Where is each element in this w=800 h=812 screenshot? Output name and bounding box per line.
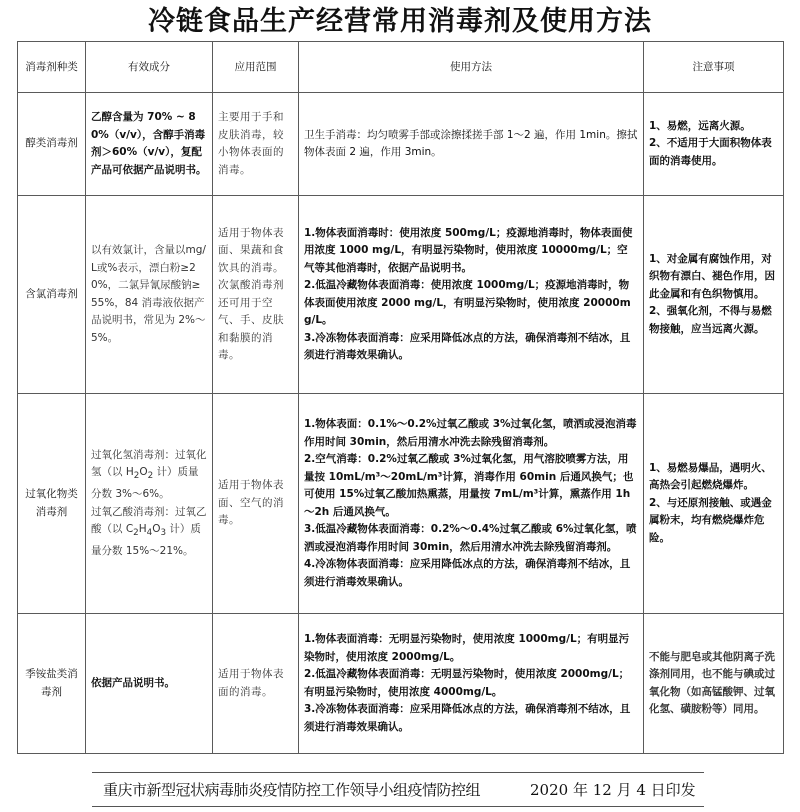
note-line: 1、对金属有腐蚀作用，对织物有漂白、褪色作用，因此金属和有色织物慎用。 — [649, 252, 775, 300]
category-cell: 季铵盐类消毒剂 — [18, 614, 86, 754]
scope-cell: 适用于物体表面、果蔬和食饮具的消毒。次氯酸消毒剂还可用于空气、手、皮肤和黏膜的消毒。 — [213, 196, 299, 394]
scope-cell: 适用于物体表面、空气的消毒。 — [213, 394, 299, 614]
footer — [103, 776, 723, 804]
ingredient-cell: 乙醇含量为 70% ~ 80%（v/v），含醇手消毒剂＞60%（v/v），复配产品可依据产品说明书。 — [86, 93, 213, 196]
header-notes: 注意事项 — [644, 42, 784, 93]
disinfectant-table — [17, 41, 784, 754]
category-cell: 醇类消毒剂 — [18, 93, 86, 196]
notes-cell — [644, 93, 784, 196]
table-header-row — [18, 42, 784, 93]
method-line: 3.冷冻物体表面消毒：应采用降低冰点的方法，确保消毒剂不结冰，且须进行消毒效果确认。 — [304, 703, 631, 733]
ingredient-text: 过氧化氢消毒剂：过氧化氢（以 H — [91, 448, 207, 479]
notes-cell — [644, 394, 784, 614]
notes-cell — [644, 196, 784, 394]
footer-rule-bottom — [92, 806, 704, 807]
note-line: 2、与还原剂接触、或遇金属粉末，均有燃烧爆炸危险。 — [649, 496, 772, 544]
ingredient-text: 计）质量分数 3%～6%。 — [91, 466, 199, 500]
scope-cell: 主要用于手和皮肤消毒，较小物体表面的消毒。 — [213, 93, 299, 196]
method-cell — [299, 614, 644, 754]
ingredient-text: O — [152, 523, 161, 535]
ingredient-text: 计）质量分数 15%～21%。 — [91, 523, 201, 557]
method-line: 1.物体表面消毒：无明显污染物时，使用浓度 1000mg/L；有明显污染物时，使用浓度 2000mg/L。 — [304, 633, 630, 663]
ingredient-subscript: 3 — [160, 528, 167, 539]
method-line: 卫生手消毒：均匀喷雾手部或涂擦揉搓手部 1～2 遍，作用 1min。擦拭物体表面 2 遍，作用 3min。 — [304, 128, 638, 158]
method-line: 2.低温冷藏物体表面消毒：无明显污染物时，使用浓度 2000mg/L；有明显污染物时，使用浓度 4000mg/L。 — [304, 668, 630, 698]
ingredient-subscript: 2 — [133, 471, 140, 482]
method-cell — [299, 196, 644, 394]
method-line: 1.物体表面消毒时：使用浓度 500mg/L；疫源地消毒时，物体表面使用浓度 1000 mg/L，有明显污染物时，使用浓度 10000mg/L；空气等其他消毒时，依据产品说明书。 — [304, 226, 633, 274]
ingredient-text: H — [138, 523, 147, 535]
ingredient-cell: 以有效氯计，含量以mg/L或%表示，漂白粉≥20%，二氯异氰尿酸钠≥55%，84 消毒液依据产品说明书，常见为 2%～5%。 — [86, 196, 213, 394]
ingredient-subscript: 2 — [147, 471, 154, 482]
note-line: 不能与肥皂或其他阴离子洗涤剂同用，也不能与碘或过氧化物（如高锰酸钾、过氧化氢、磺胺粉等）同用。 — [649, 650, 775, 715]
ingredient-cell — [86, 394, 213, 614]
method-cell — [299, 93, 644, 196]
method-line: 3.冷冻物体表面消毒：应采用降低冰点的方法，确保消毒剂不结冰，且须进行消毒效果确认。 — [304, 331, 631, 361]
table-row — [18, 196, 784, 394]
method-line: 3.低温冷藏物体表面消毒：0.2%～0.4%过氧乙酸或 6%过氧化氢，喷洒或浸泡消毒作用时间 30min，然后用清水冲洗去除残留消毒剂。 — [304, 523, 637, 553]
header-category: 消毒剂种类 — [18, 42, 86, 93]
ingredient-subscript: 2 — [133, 528, 139, 539]
note-line: 1、易燃，远离火源。 — [649, 119, 751, 132]
scope-cell: 适用于物体表面的消毒。 — [213, 614, 299, 754]
method-line: 4.冷冻物体表面消毒：应采用降低冰点的方法，确保消毒剂不结冰，且须进行消毒效果确认。 — [304, 558, 631, 588]
note-line: 1、易燃易爆品，遇明火、高热会引起燃烧爆炸。 — [649, 461, 772, 492]
page-title: 冷链食品生产经营常用消毒剂及使用方法 — [148, 6, 652, 37]
category-cell: 含氯消毒剂 — [18, 196, 86, 394]
issue-date: 2020 年 12 月 4 日印发 — [530, 781, 696, 799]
note-line: 2、强氧化剂，不得与易燃物接触，应当远离火源。 — [649, 305, 772, 335]
table-row — [18, 93, 784, 196]
ingredient-cell: 依据产品说明书。 — [86, 614, 213, 754]
header-scope: 应用范围 — [213, 42, 299, 93]
header-method: 使用方法 — [299, 42, 644, 93]
method-line: 1.物体表面：0.1%～0.2%过氧乙酸或 3%过氧化氢，喷洒或浸泡消毒作用时间 30min，然后用清水冲洗去除残留消毒剂。 — [304, 418, 637, 448]
ingredient-subscript: 4 — [146, 528, 153, 539]
method-cell — [299, 394, 644, 614]
method-line: 2.低温冷藏物体表面消毒：使用浓度 1000mg/L；疫源地消毒时，物体表面使用浓度 2000 mg/L，有明显污染物时，使用浓度 20000mg/L。 — [304, 279, 631, 326]
ingredient-text: 过氧乙酸消毒剂：过氧乙酸（以 C — [91, 505, 207, 535]
method-line: 2.空气消毒：0.2%过氧乙酸或 3%过氧化氢，用气溶胶喷雾方法，用量按 10mL/m³～20mL/m³计算，消毒作用 60min 后通风换气；也可使用 15%过氧乙酸加热熏蒸，用量按 7mL/m³计算，熏蒸作用 1h～2h 后通风换气。 — [304, 453, 634, 518]
note-line: 2、不适用于大面积物体表面的消毒使用。 — [649, 137, 772, 167]
category-cell: 过氧化物类消毒剂 — [18, 394, 86, 614]
notes-cell — [644, 614, 784, 754]
issuing-organization: 重庆市新型冠状病毒肺炎疫情防控工作领导小组疫情防控组 — [103, 781, 481, 799]
footer-rule-top — [92, 772, 704, 773]
header-ingredient: 有效成分 — [86, 42, 213, 93]
table-row — [18, 394, 784, 614]
ingredient-text: O — [139, 466, 148, 479]
table-row — [18, 614, 784, 754]
